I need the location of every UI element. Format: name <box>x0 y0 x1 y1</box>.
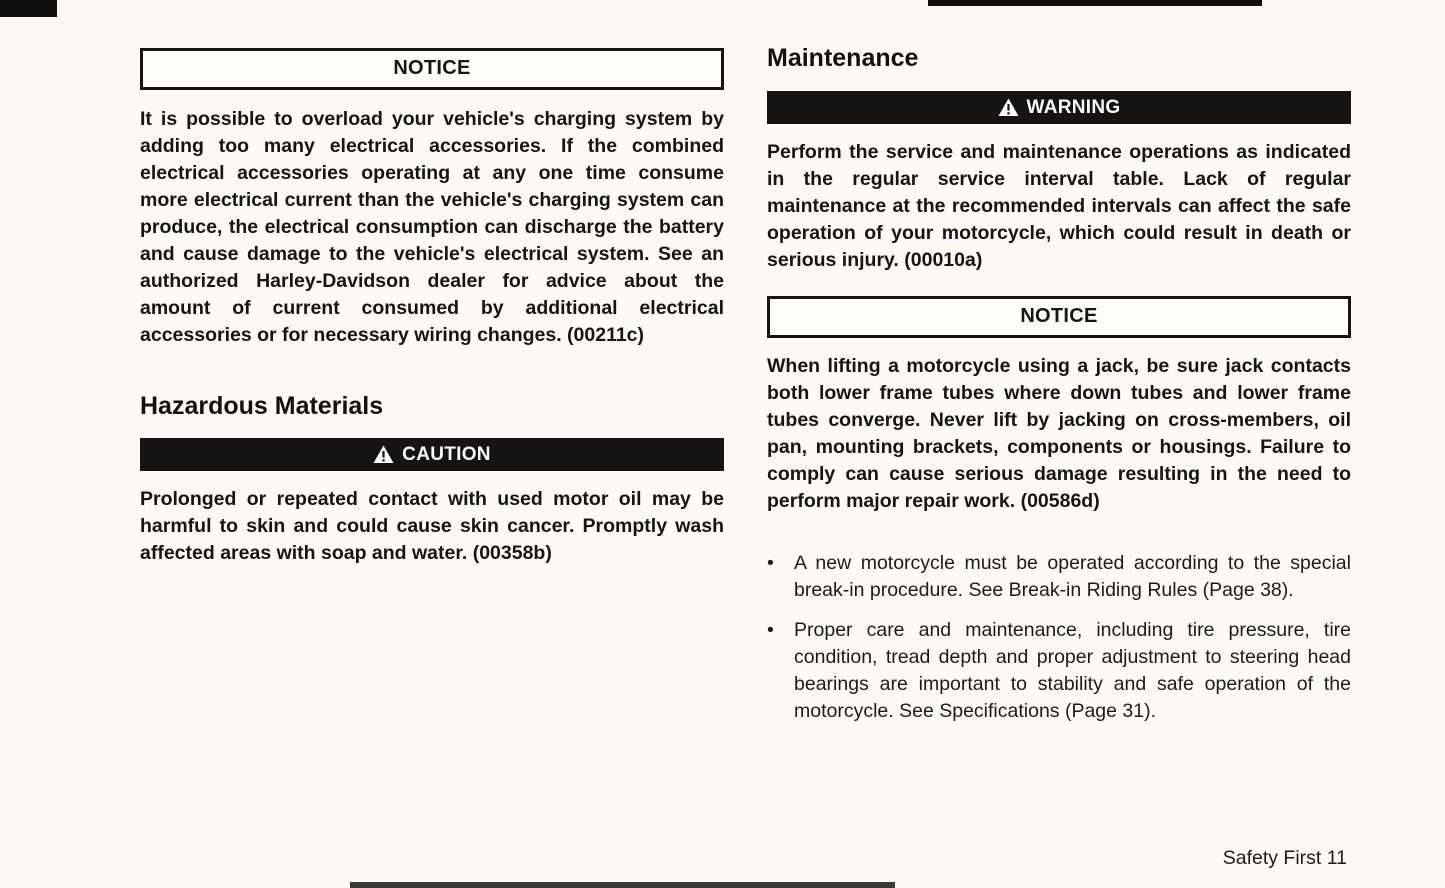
proper-care-bullet-text: Proper care and maintenance, including tire pressure, tire condition, tread depth and proper adjustment to steering head bearings are important to stability and safe operation of the motorcycle. See Specifications (Page 31). <box>794 619 1351 722</box>
warning-label: WARNING <box>1026 96 1121 118</box>
warning-triangle-icon <box>998 98 1019 117</box>
right-column <box>767 44 1351 725</box>
charging-system-paragraph: It is possible to overload your vehicle's charging system by adding too many electrical accessories. If the combined electrical accessories operating at any one time consume more electrical current than the vehicle's charging system can produce, the electrical consumption can discharge the battery and cause damage to the vehicle's electrical system. See an authorized Harley-Davidson dealer for advice about the amount of current consumed by additional electrical accessories or for necessary wiring changes. (00211c) <box>140 108 724 346</box>
notice-label: NOTICE <box>1020 305 1098 327</box>
service-maintenance-paragraph: Perform the service and maintenance operations as indicated in the regular service interval table. Lack of regular maintenance at the recommended intervals can affect the safe operation of your motorcycle, which could result in death or serious injury. (00010a) <box>767 141 1351 271</box>
notice-label: NOTICE <box>393 57 471 79</box>
notice-box-charging <box>140 48 724 90</box>
bullet-icon: • <box>767 552 774 574</box>
caution-label: CAUTION <box>402 443 491 465</box>
notice-box-jack <box>767 296 1351 338</box>
hazardous-materials-heading: Hazardous Materials <box>140 392 384 420</box>
list-item <box>767 550 1351 604</box>
warning-triangle-icon <box>373 445 394 464</box>
jack-lifting-paragraph: When lifting a motorcycle using a jack, be sure jack contacts both lower frame tubes where down tubes and lower frame tubes converge. Never lift by jacking on cross-members, oil pan, mounting brackets, components or housings. Failure to comply can cause serious damage resulting in the need to perform major repair work. (00586d) <box>767 355 1351 512</box>
caution-bar <box>140 438 724 471</box>
break-in-bullet-text: A new motorcycle must be operated according to the special break-in procedure. See Break-in Riding Rules (Page 38). <box>794 552 1351 601</box>
scan-artifact-bottom <box>350 882 895 888</box>
list-item <box>767 617 1351 725</box>
page-footer: Safety First 11 <box>1222 847 1347 869</box>
scan-artifact-top-right <box>928 0 1262 6</box>
bullet-icon: • <box>767 619 774 641</box>
motor-oil-paragraph: Prolonged or repeated contact with used motor oil may be harmful to skin and could cause skin cancer. Promptly wash affected areas with soap and water. (00358b) <box>140 488 724 564</box>
maintenance-bullet-list <box>767 550 1351 725</box>
warning-bar <box>767 91 1351 124</box>
left-column <box>140 48 724 567</box>
maintenance-heading: Maintenance <box>767 44 919 72</box>
scan-artifact-top-left <box>0 0 57 17</box>
